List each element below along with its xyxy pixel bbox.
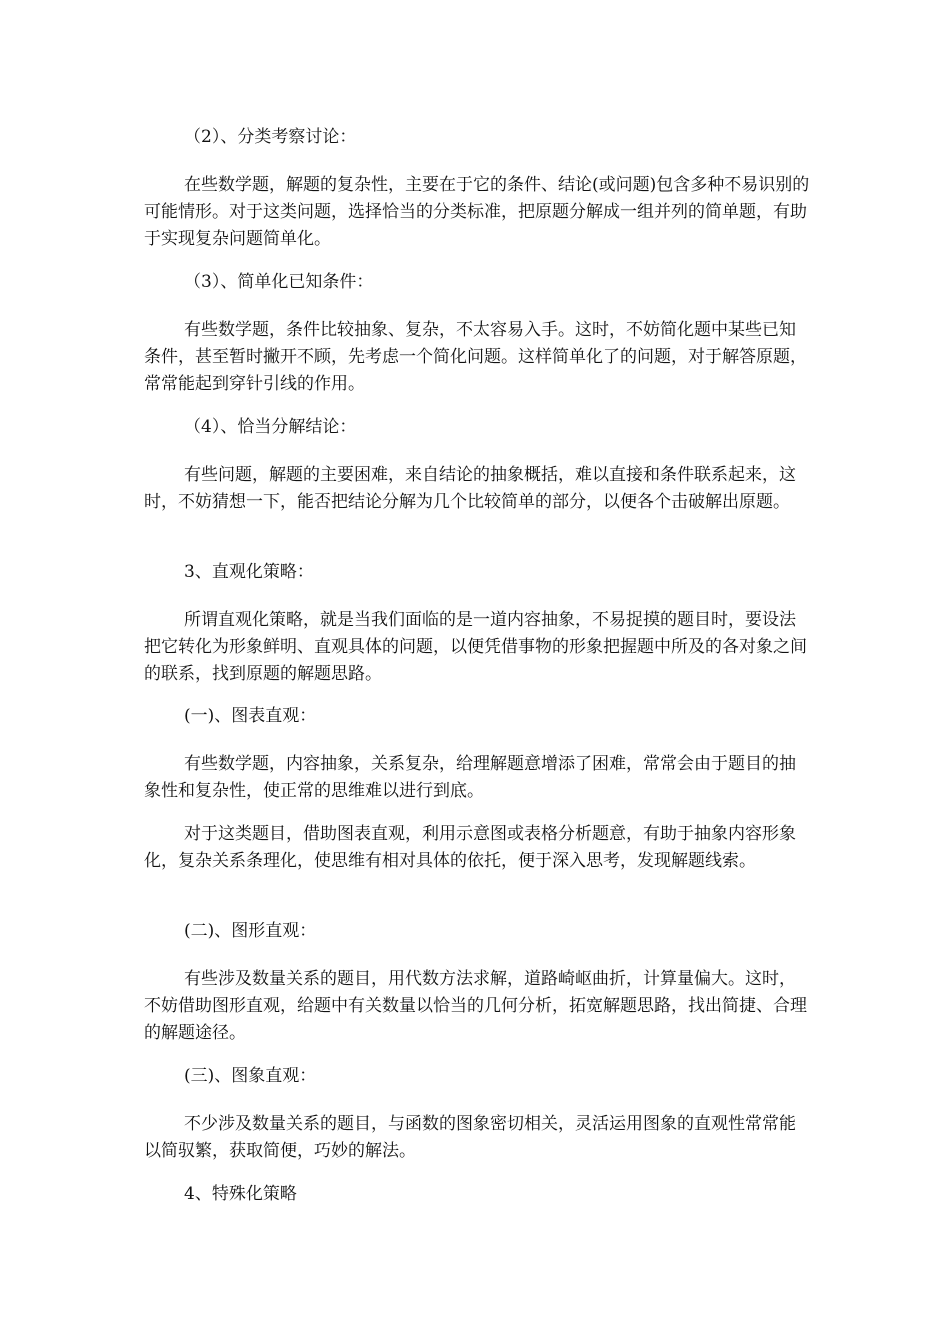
section-heading-specialization-strategy: 4、特殊化策略 — [184, 1184, 297, 1204]
section-heading-chart-intuition: (一)、图表直观： — [184, 706, 317, 726]
paragraph-decompose-conclusion: 有些问题，解题的主要困难，来自结论的抽象概括，难以直接和条件联系起来，这时，不妨猜想一下，能否把结论分解为几个比较简单的部分，以便各个击破解出原题。 — [144, 465, 796, 512]
paragraph-intuitive-strategy: 所谓直观化策略，就是当我们面临的是一道内容抽象，不易捉摸的题目时，要设法把它转化为形象鲜明、直观具体的问题，以便凭借事物的形象把握题中所及的各对象之间的联系，找到原题的解题思路。 — [144, 610, 807, 684]
paragraph-chart-intuition-2: 对于这类题目，借助图表直观，利用示意图或表格分析题意，有助于抽象内容形象化，复杂关系条理化，使思维有相对具体的依托，便于深入思考，发现解题线索。 — [144, 824, 796, 871]
paragraph-chart-intuition-1: 有些数学题，内容抽象，关系复杂，给理解题意增添了困难，常常会由于题目的抽象性和复杂性，使正常的思维难以进行到底。 — [144, 754, 796, 801]
paragraph-simplify-conditions: 有些数学题，条件比较抽象、复杂，不太容易入手。这时，不妨简化题中某些已知条件，甚至暂时撇开不顾，先考虑一个简化问题。这样简单化了的问题，对于解答原题，常常能起到穿针引线的作用。 — [144, 320, 807, 394]
section-heading-3: （3）、简单化已知条件： — [184, 272, 374, 292]
paragraph-graph-intuition: 不少涉及数量关系的题目，与函数的图象密切相关，灵活运用图象的直观性常常能以简驭繁，获取简便，巧妙的解法。 — [144, 1114, 796, 1161]
paragraph-classification: 在些数学题，解题的复杂性，主要在于它的条件、结论(或问题)包含多种不易识别的可能情形。对于这类问题，选择恰当的分类标准，把原题分解成一组并列的简单题，有助于实现复杂问题简单化。 — [144, 175, 810, 249]
section-heading-intuitive-strategy: 3、直观化策略： — [184, 562, 314, 582]
section-heading-4: （4）、恰当分解结论： — [184, 417, 357, 437]
paragraph-figure-intuition: 有些涉及数量关系的题目，用代数方法求解，道路崎岖曲折，计算量偏大。这时，不妨借助图形直观，给题中有关数量以恰当的几何分析，拓宽解题思路，找出简捷、合理的解题途径。 — [144, 969, 807, 1043]
section-heading-graph-intuition: (三)、图象直观： — [184, 1066, 317, 1086]
section-heading-2: （2）、分类考察讨论： — [184, 127, 357, 147]
section-heading-figure-intuition: (二)、图形直观： — [184, 921, 317, 941]
